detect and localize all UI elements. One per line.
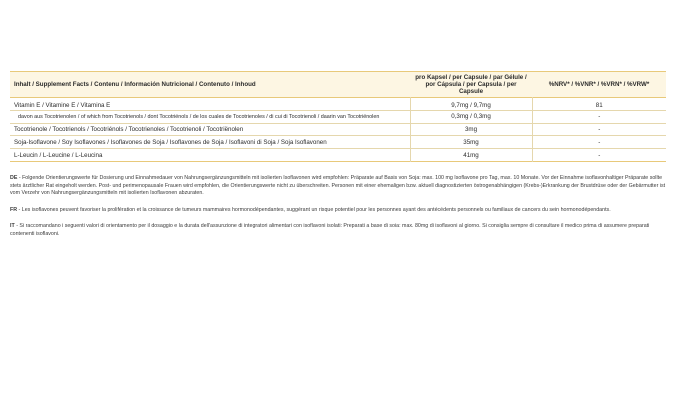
row-label: Soja-Isoflavone / Soy Isoflavones / Isoflavones de Soja / Isoflavones de Soja / Isoflavoni di Soja / Soja Isoflavonen <box>14 138 327 146</box>
header-label: Inhalt / Supplement Facts / Contenu / Información Nutricional / Contenuto / Inhoud <box>14 80 256 88</box>
row-label: davon aus Tocotrienolen / of which from Tocotrienols / dont Tocotriénols / de los cuales de Tocotrienoles / di cui di Tocotrienoli / daarin van Tocotriënolen <box>18 113 380 120</box>
note-de-text: - Folgende Orientierungswerte für Dosierung und Einnahmedauer von Nahrungsergänzungsmitteln mit isolierten Isoflavonen wird empfohlen: Präparate auf Basis von Soja: max. 100 mg Isoflavone pro Tag, max. 10 Monate. Vor der Einnahme isoflavonhaltiger Präparate sollte stets ärztlicher Rat eingeholt werden. Post- und perimenopausale Frauen wird empfohlen, die Orientierungswerte nicht zu überschreiten. Personen mit einer ehemaligen bzw. aktuell diagnostizierten östrogenabhängigen (Krebs-)Erkrankung der Brustdrüse oder der Gebärmutter ist vom Verzehr von Nahrungsergänzungsmitteln mit isolierten Isoflavonen abzuraten. <box>10 175 666 197</box>
note-de <box>10 175 666 198</box>
row-nrv: - <box>598 125 601 133</box>
note-fr <box>10 207 666 215</box>
header-amount: pro Kapsel / per Capsule / par Gélule / por Cápsula / per Capsula / per Capsule <box>415 73 527 96</box>
row-amount: 3mg <box>410 123 532 136</box>
note-it <box>10 223 666 238</box>
table-row <box>10 136 666 149</box>
note-it-code: IT <box>10 223 15 229</box>
row-label: L-Leucin / L-Leucine / L-Leucina <box>14 151 103 159</box>
note-fr-text: - Les isoflavones peuvent favoriser la prolifération et la croissance de tumeurs mammaires hormonodépendantes, suggérant un risque potentiel pour les personnes ayant des antécédents personnels ou familiaux de cancers du sein hormonodépendants. <box>17 207 611 213</box>
table-row <box>10 98 666 111</box>
table-row <box>10 123 666 136</box>
row-amount: 41mg <box>410 149 532 162</box>
row-amount: 9,7mg / 9,7mg <box>410 98 532 111</box>
supplement-facts-panel <box>10 71 666 162</box>
supplement-facts-table <box>10 71 666 162</box>
row-nrv: - <box>598 151 601 159</box>
header-nrv: %NRV* / %VNR* / %VRN* / %VRW* <box>548 80 650 88</box>
table-body <box>10 98 666 162</box>
row-label: Tocotrienole / Tocotrienols / Tocotriénols / Tocotrienoles / Tocotrienoli / Tocotriënolen <box>14 125 244 133</box>
table-row <box>10 149 666 162</box>
row-amount: 0,3mg / 0,3mg <box>410 110 532 123</box>
note-de-code: DE <box>10 175 18 181</box>
row-amount: 35mg <box>410 136 532 149</box>
row-label: Vitamin E / Vitamine E / Vitamina E <box>14 102 111 110</box>
table-header-row <box>10 72 666 98</box>
note-it-text: - Si raccomandano i seguenti valori di orientamento per il dosaggio e la durata dell'assunzione di integratori alimentari con isoflavoni isolati: Preparati a base di soia: max. 80mg di isoflavoni al giorno. Si consiglia sempre di consultare il medico prima di assumere preparati contenenti isoflavoni. <box>10 223 650 237</box>
table-row <box>10 110 666 123</box>
note-fr-code: FR <box>10 207 18 213</box>
row-nrv: - <box>598 113 601 121</box>
row-nrv: 81 <box>595 102 603 110</box>
row-nrv: - <box>598 138 601 146</box>
